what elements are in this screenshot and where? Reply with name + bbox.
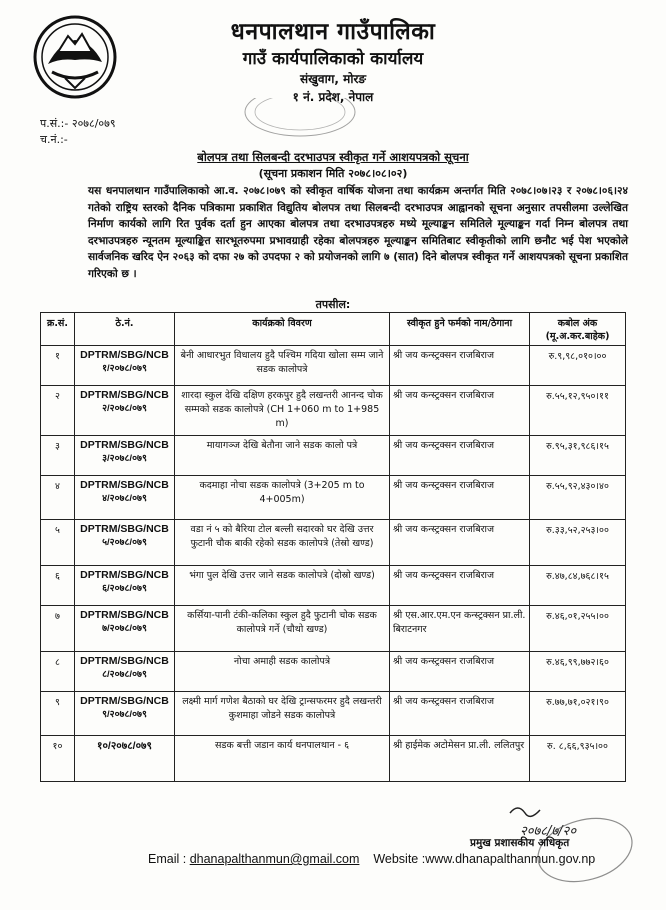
row-bid-amount xyxy=(530,476,626,520)
row-bid-amount-text: रु.९,९८,०१०।०० xyxy=(548,351,607,362)
row-serial xyxy=(41,386,75,436)
row-description-text: भंगा पुल देखि उत्तर जाने सडक कालोपत्रे (दोस्रो खण्ड) xyxy=(189,570,375,581)
officer-title: प्रमुख प्रशासकीय अधिकृत xyxy=(470,837,570,849)
table-caption: तपसील: xyxy=(315,298,351,311)
row-firm xyxy=(390,652,530,692)
row-contract-no xyxy=(75,346,175,386)
notice-title: बोलपत्र तथा सिलबन्दी दरभाउपत्र स्वीकृत गर्ने आशयपत्रको सूचना xyxy=(197,150,469,164)
header-firm: स्वीकृत हुने फर्मको नाम/ठेगाना xyxy=(390,313,530,346)
office-stamp xyxy=(232,98,367,138)
table-row xyxy=(41,346,626,386)
row-contract-no xyxy=(75,436,175,476)
row-bid-amount xyxy=(530,652,626,692)
row-contract-no-text: DPTRM/SBG/NCB xyxy=(80,609,169,621)
dispatch-number: च.नं.:- xyxy=(40,133,68,146)
row-contract-no-text: DPTRM/SBG/NCB xyxy=(80,389,169,401)
row-description-text: नोचा अमाही सडक कालोपत्रे xyxy=(233,656,331,667)
row-contract-subno: ३/२०७८/०७९ xyxy=(102,453,147,464)
row-serial-text: १ xyxy=(55,351,60,362)
province-line: १ नं. प्रदेश, नेपाल xyxy=(292,90,374,104)
row-description xyxy=(175,692,390,736)
row-description-text: सडक बत्ती जडान कार्य धनपालथान - ६ xyxy=(214,740,350,751)
email-label: Email : xyxy=(148,852,187,866)
row-firm xyxy=(390,386,530,436)
row-bid-amount-text: रु.५५,१२,९५०।११ xyxy=(546,391,609,402)
row-description xyxy=(175,652,390,692)
row-contract-no-text: DPTRM/SBG/NCB xyxy=(80,569,169,581)
table-row xyxy=(41,606,626,652)
row-description xyxy=(175,606,390,652)
row-bid-amount-text: रु.७७,७१,०२१।९० xyxy=(546,697,609,708)
row-contract-no-text: DPTRM/SBG/NCB xyxy=(80,655,169,667)
row-serial xyxy=(41,436,75,476)
row-firm xyxy=(390,692,530,736)
row-contract-no xyxy=(75,652,175,692)
header-bid-amount: कबोल अंक (मू.अ.कर.बाहेक) xyxy=(530,313,626,346)
row-serial xyxy=(41,652,75,692)
row-firm-text: श्री जय कन्स्ट्रक्सन राजबिराज xyxy=(393,524,495,535)
row-serial xyxy=(41,606,75,652)
office-subtitle: गाउँ कार्यपालिकाको कार्यालय xyxy=(242,49,424,69)
row-description xyxy=(175,386,390,436)
row-contract-no xyxy=(75,520,175,566)
row-contract-no-text: DPTRM/SBG/NCB xyxy=(80,349,169,361)
email-link[interactable]: dhanapalthanmun@gmail.com xyxy=(189,852,360,866)
table-row xyxy=(41,692,626,736)
municipality-title: धनपालथान गाउँपालिका xyxy=(230,19,436,45)
header-serial: क्र.सं. xyxy=(41,313,75,346)
row-serial-text: ४ xyxy=(55,481,60,492)
row-serial xyxy=(41,346,75,386)
footer-contact xyxy=(148,852,595,866)
header-contract-no: ठे.नं. xyxy=(75,313,175,346)
table-header-row xyxy=(41,313,626,346)
row-firm-text: श्री जय कन्स्ट्रक्सन राजबिराज xyxy=(393,480,495,491)
row-firm-text: श्री जय कन्स्ट्रक्सन राजबिराज xyxy=(393,350,495,361)
row-description-text: कर्सिया-पानी टंकी-कलिका स्कुल हुदै फुटानी चोक सडक कालोपत्रे गर्ने (चौथो खण्ड) xyxy=(187,610,377,635)
row-contract-no-text: DPTRM/SBG/NCB xyxy=(80,695,169,707)
table-row xyxy=(41,736,626,782)
website-link[interactable]: www.dhanapalthanmun.gov.np xyxy=(425,852,596,866)
row-description-text: वडा नं ५ को बैरिया टोल बल्ली सदारको घर देखि उत्तर फुटानी चौक बाकी रहेको सडक कालोपत्रे (तेस्रो खण्ड) xyxy=(190,524,374,549)
row-bid-amount xyxy=(530,436,626,476)
row-serial-text: ७ xyxy=(55,611,60,622)
row-firm xyxy=(390,476,530,520)
row-contract-subno: ९/२०७८/०७९ xyxy=(102,709,147,720)
row-contract-no-text: DPTRM/SBG/NCB xyxy=(80,523,169,535)
row-contract-subno: २/२०७८/०७९ xyxy=(102,403,147,414)
row-serial-text: ३ xyxy=(55,441,60,452)
row-contract-subno: ४/२०७८/०७९ xyxy=(102,493,147,504)
row-contract-no-text: DPTRM/SBG/NCB xyxy=(80,439,169,451)
row-contract-no xyxy=(75,692,175,736)
row-contract-subno: ६/२०७८/०७९ xyxy=(102,583,147,594)
row-description-text: बेनी आधारभुत विधालय हुदै पश्चिम गदिया खोला सम्म जाने सडक कालोपत्रे xyxy=(180,350,384,375)
row-bid-amount-text: रु.३३,५२,२५३।०० xyxy=(546,525,609,536)
website-label: Website : xyxy=(373,852,426,866)
row-description-text: शारदा स्कुल देखि दक्षिण हरकपुर हुदै लखन्तरी आनन्द चोक सम्मको सडक कालोपत्रे (CH 1+060 m to 1+985 m) xyxy=(181,390,383,429)
row-serial xyxy=(41,566,75,606)
row-description xyxy=(175,436,390,476)
row-serial-text: ५ xyxy=(55,525,60,536)
row-bid-amount-text: रु.४७,८४,७६८।१५ xyxy=(546,571,609,582)
row-firm xyxy=(390,520,530,566)
row-description xyxy=(175,520,390,566)
row-firm xyxy=(390,606,530,652)
row-bid-amount xyxy=(530,736,626,782)
row-bid-amount xyxy=(530,346,626,386)
row-firm-text: श्री जय कन्स्ट्रक्सन राजबिराज xyxy=(393,570,495,581)
row-contract-no-text: १०/२०७८/०७९ xyxy=(97,740,152,752)
contracts-table xyxy=(40,312,626,782)
letter-number: प.सं.:- २०७८/०७९ xyxy=(40,117,116,130)
row-firm-text: श्री जय कन्स्ट्रक्सन राजबिराज xyxy=(393,440,495,451)
row-bid-amount-text: रु.४६,९९,७७२।६० xyxy=(546,657,609,668)
row-contract-no xyxy=(75,476,175,520)
office-address: संखुवाग, मोरङ xyxy=(299,72,367,86)
row-bid-amount-text: रु.४६,०१,२५५।०० xyxy=(546,611,609,622)
row-contract-no xyxy=(75,386,175,436)
row-bid-amount xyxy=(530,606,626,652)
row-contract-no xyxy=(75,736,175,782)
row-contract-subno: ५/२०७८/०७९ xyxy=(102,537,147,548)
row-description xyxy=(175,736,390,782)
row-serial xyxy=(41,692,75,736)
row-serial-text: १० xyxy=(52,741,63,752)
row-description-text: मायागञ्ज देखि बेतौना जाने सडक कालो पत्रे xyxy=(206,440,358,451)
row-contract-no xyxy=(75,606,175,652)
signed-date: २०७८/७/२० xyxy=(520,824,577,839)
row-serial-text: ९ xyxy=(55,697,60,708)
row-firm-text: श्री एस.आर.एम.एन कन्स्ट्रक्सन प्रा.ली. बिराटनगर xyxy=(393,610,526,635)
row-serial-text: २ xyxy=(55,391,60,402)
row-firm-text: श्री जय कन्स्ट्रक्सन राजबिराज xyxy=(393,696,495,707)
row-bid-amount xyxy=(530,520,626,566)
row-firm xyxy=(390,566,530,606)
row-firm-text: श्री जय कन्स्ट्रक्सन राजबिराज xyxy=(393,390,495,401)
row-firm xyxy=(390,736,530,782)
row-bid-amount xyxy=(530,386,626,436)
row-serial xyxy=(41,476,75,520)
row-serial-text: ६ xyxy=(55,571,60,582)
notice-date: (सूचना प्रकाशन मिति २०७८।०८।०२) xyxy=(258,167,408,180)
row-firm xyxy=(390,346,530,386)
table-row xyxy=(41,652,626,692)
row-bid-amount xyxy=(530,566,626,606)
row-description xyxy=(175,566,390,606)
row-bid-amount-text: रु.९५,३१,९८६।१५ xyxy=(546,441,609,452)
table-row xyxy=(41,386,626,436)
row-contract-subno: ७/२०७८/०७९ xyxy=(102,623,147,634)
row-description xyxy=(175,476,390,520)
row-serial xyxy=(41,736,75,782)
table-row xyxy=(41,520,626,566)
row-bid-amount-text: रु. ८,६६,९३५।०० xyxy=(547,741,608,752)
row-serial-text: ८ xyxy=(55,657,60,668)
table-row xyxy=(41,476,626,520)
table-row xyxy=(41,566,626,606)
row-description xyxy=(175,346,390,386)
row-firm-text: श्री हाईमेक अटोमेसन प्रा.ली. ललितपुर xyxy=(393,740,525,751)
row-contract-subno: ८/२०७८/०७९ xyxy=(102,669,147,680)
row-description-text: कदमाहा नोचा सडक कालोपत्रे (3+205 m to 4+005m) xyxy=(199,480,365,505)
row-bid-amount-text: रु.५५,९२,४३०।४० xyxy=(546,481,609,492)
row-contract-no-text: DPTRM/SBG/NCB xyxy=(80,479,169,491)
header-description: कार्यक्रको विवरण xyxy=(175,313,390,346)
row-serial xyxy=(41,520,75,566)
table-row xyxy=(41,436,626,476)
row-firm xyxy=(390,436,530,476)
row-firm-text: श्री जय कन्स्ट्रक्सन राजबिराज xyxy=(393,656,495,667)
row-contract-no xyxy=(75,566,175,606)
row-contract-subno: १/२०७८/०७९ xyxy=(102,363,147,374)
row-bid-amount xyxy=(530,692,626,736)
row-description-text: लक्ष्मी मार्ग गणेश बैठाको घर देखि ट्रान्सफरमर हुदै लखन्तरी कुशमाहा जोडने सडक कालोपत्रे xyxy=(182,696,382,721)
notice-body: यस धनपालथान गाउँपालिकाको आ.व. २०७८।०७९ को स्वीकृत वार्षिक योजना तथा कार्यक्रम अन्तर्गत मिति २०७८।०७।२३ र २०७८।०६।२४ गतेको राष्ट्रिय स्तरको दैनिक पत्रिकामा प्रकाशित विद्युतिय बोलपत्र तथा सिलबन्दी दरभाउपत्र आह्वानको सूचना अनुसार तपसीलमा उल्लेखित निर्माण कार्यको लागि रित पुर्वक दर्ता हुन आएका बोलपत्र तथा दरभाउपत्रहरु मध्ये मूल्याङ्कन समितिले मूल्याङ्कन गर्दा निम्न बोलपत्र तथा दरभाउपत्रहरु न्यूनतम मूल्याङ्कित सारभूतरुपमा प्रभावग्राही रहेका बोलपत्रहरु मूल्याङ्कन समितिबाट स्वीकृतीको लागि छनौट भई पेश भएकोले सार्वजनिक खरिद ऐन २०६३ को दफा २७ को उपदफा २ को प्रयोजनको लागि ७ (सात) दिने बोलपत्र स्वीकृत गर्ने आशयपत्रको सूचना प्रकाशित गरिएको छ । xyxy=(88,185,628,280)
